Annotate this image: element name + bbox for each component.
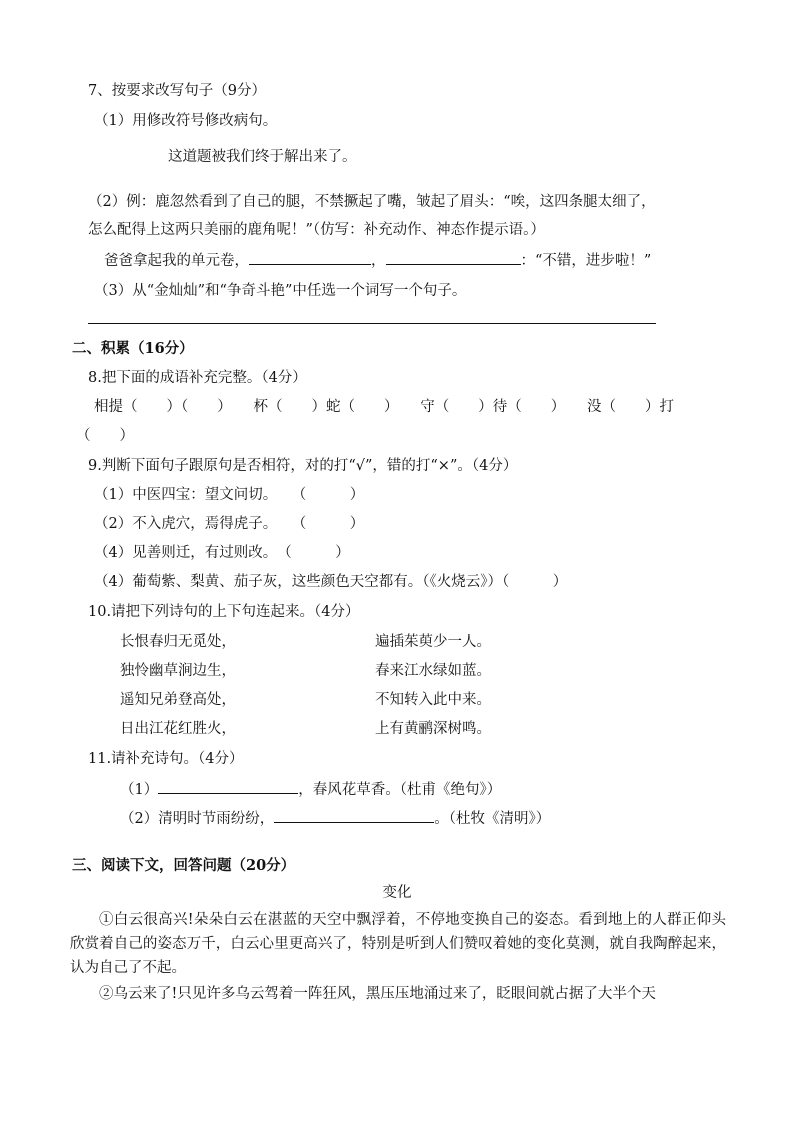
q8-idioms-line2: （ ） bbox=[76, 428, 134, 444]
reading-paragraph-2: ②乌云来了!只见许多乌云驾着一阵狂风，黑压压地涌过来了，眨眼间就占据了大半个天 bbox=[99, 986, 656, 1002]
reading-title: 变化 bbox=[382, 885, 412, 901]
q9-item: （4）见善则迁，有过则改。 （ ） bbox=[94, 545, 350, 561]
answer-blank[interactable] bbox=[274, 808, 434, 823]
q9-item: （4）葡萄紫、梨黄、茄子灰，这些颜色天空都有。（《火烧云》）（ ） bbox=[94, 574, 568, 590]
q11-item1-suffix: ，春风花草香。（杜甫《绝句》） bbox=[298, 782, 502, 798]
q7-part2-line1: （2）例：鹿忽然看到了自己的腿，不禁撅起了嘴，皱起了眉头：“唉，这四条腿太细了， bbox=[88, 194, 656, 210]
q11-heading: 11.请补充诗句。（4分） bbox=[88, 751, 244, 767]
q8-idioms-line1: 相提（ ）（ ） 杯（ ）蛇（ ） 守（ ）待（ ） 没（ ）打 bbox=[94, 399, 674, 415]
q11-item2 bbox=[120, 808, 550, 829]
q8-heading: 8.把下面的成语补充完整。（4分） bbox=[88, 370, 307, 386]
q10-right-line: 春来江水绿如蓝。 bbox=[375, 663, 491, 679]
fill-comma: ， bbox=[371, 253, 386, 269]
q10-right-line: 遍插茱萸少一人。 bbox=[375, 634, 491, 650]
q7-heading: 7、按要求改写句子（9分） bbox=[88, 83, 266, 99]
answer-blank[interactable] bbox=[249, 250, 371, 265]
section2-heading: 二、积累（16分） bbox=[72, 340, 194, 357]
fill-prefix: 爸爸拿起我的单元卷， bbox=[104, 253, 249, 269]
q10-left-line: 日出江花红胜火， bbox=[120, 721, 236, 737]
answer-blank[interactable] bbox=[386, 250, 521, 265]
fill-suffix: ：“不错，进步啦！” bbox=[520, 253, 652, 269]
q11-item1-prefix: （1） bbox=[120, 782, 159, 798]
q7-part1-sentence: 这道题被我们终于解出来了。 bbox=[168, 149, 357, 165]
q9-heading: 9.判断下面句子跟原句是否相符，对的打“√”，错的打“×”。（4分） bbox=[88, 458, 518, 474]
q9-item: （2）不入虎穴，焉得虎子。 （ ） bbox=[94, 516, 365, 532]
q10-right-line: 不知转入此中来。 bbox=[375, 692, 491, 708]
q10-left-line: 遥知兄弟登高处， bbox=[120, 692, 236, 708]
q10-left-line: 独怜幽草涧边生， bbox=[120, 663, 236, 679]
answer-blank[interactable] bbox=[158, 779, 298, 794]
q10-left-line: 长恨春归无觅处， bbox=[120, 634, 236, 650]
q7-part2-line2: 怎么配得上这两只美丽的鹿角呢！”（仿写：补充动作、神态作提示语。） bbox=[88, 222, 545, 238]
q10-heading: 10.请把下列诗句的上下句连起来。（4分） bbox=[88, 604, 360, 620]
q7-part2-fill bbox=[104, 250, 651, 271]
q11-item1 bbox=[120, 779, 501, 800]
section3-heading: 三、阅读下文，回答问题（20分） bbox=[72, 857, 296, 874]
q9-item: （1）中医四宝：望文问切。 （ ） bbox=[94, 487, 365, 503]
q7-part3: （3）从“金灿灿”和“争奇斗艳”中任选一个词写一个句子。 bbox=[94, 283, 467, 299]
q10-right-line: 上有黄鹂深树鸣。 bbox=[375, 721, 491, 737]
answer-line[interactable] bbox=[88, 323, 656, 324]
q7-part1: （1）用修改符号修改病句。 bbox=[94, 113, 278, 129]
q11-item2-prefix: （2）清明时节雨纷纷， bbox=[120, 811, 275, 827]
reading-paragraph-1: ①白云很高兴!朵朵白云在湛蓝的天空中飘浮着，不停地变换自己的姿态。看到地上的人群正仰头欣赏着自己的姿态万千，白云心里更高兴了，特别是听到人们赞叹着她的变化莫测，就自我陶醉起来，认为自己了不起。 bbox=[70, 912, 726, 976]
q11-item2-suffix: 。（杜牧《清明》） bbox=[434, 811, 551, 827]
